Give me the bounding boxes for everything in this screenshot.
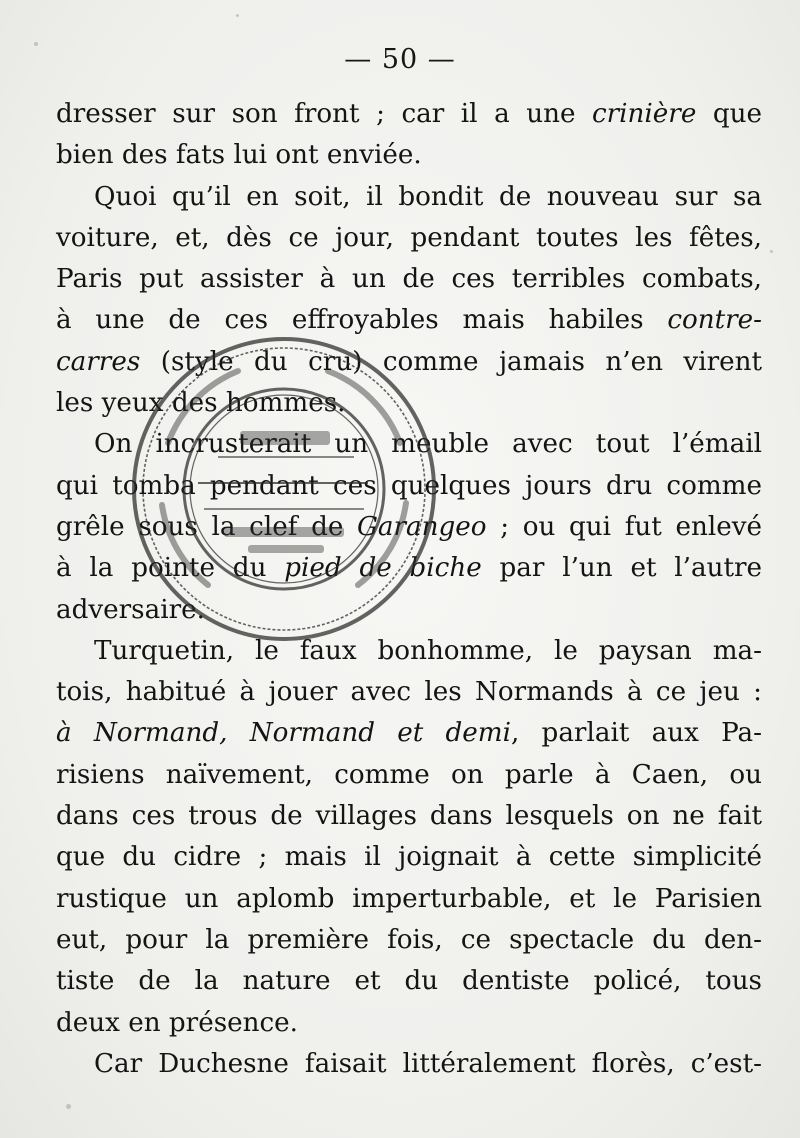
text-line: [56, 218, 762, 259]
text-segment: bien des fats lui ont enviée.: [56, 140, 422, 171]
text-segment: risiens naïvement, comme on parle à Caen, ou: [56, 759, 762, 790]
text-segment: , parlait aux Pa-: [510, 718, 762, 749]
text-segment: rustique un aplomb imperturbable, et le Parisien: [56, 883, 762, 914]
text-line: [56, 135, 762, 176]
text-line: [56, 631, 762, 672]
text-line: [56, 755, 762, 796]
text-line: [56, 259, 762, 300]
text-segment: que du cidre ; mais il joignait à cette simplicité: [56, 842, 762, 873]
body-text: [56, 94, 762, 1085]
text-line: [56, 177, 762, 218]
text-line: [56, 300, 762, 341]
text-line: [56, 590, 762, 631]
text-line: [56, 94, 762, 135]
text-segment: les yeux des hommes.: [56, 388, 346, 419]
text-line: [56, 796, 762, 837]
text-line: [56, 342, 762, 383]
italic-text: Garangeo: [357, 511, 487, 542]
text-segment: eut, pour la première fois, ce spectacle du den-: [56, 924, 762, 955]
paper-speck: [34, 42, 38, 46]
text-segment: adversaire.: [56, 594, 205, 625]
text-segment: deux en présence.: [56, 1007, 298, 1038]
text-segment: Car Duchesne faisait littéralement florès, c’est-: [94, 1048, 762, 1079]
text-line: [56, 879, 762, 920]
text-segment: tiste de la nature et du dentiste policé, tous: [56, 966, 762, 997]
text-segment: On incrusterait un meuble avec tout l’émail: [94, 429, 762, 460]
paper-speck: [770, 250, 773, 253]
text-segment: dans ces trous de villages dans lesquels on ne fait: [56, 801, 762, 832]
text-segment: (style du cru) comme jamais n’en virent: [140, 346, 762, 377]
text-line: [56, 961, 762, 1002]
text-segment: qui tomba pendant ces quelques jours dru comme: [56, 470, 762, 501]
text-line: [56, 507, 762, 548]
text-line: [56, 466, 762, 507]
text-segment: par l’un et l’autre: [481, 553, 762, 584]
text-line: [56, 672, 762, 713]
page-number: — 50 —: [344, 44, 456, 75]
text-line: [56, 837, 762, 878]
italic-text: pied de biche: [284, 553, 482, 584]
text-line: [56, 383, 762, 424]
text-line: [56, 1003, 762, 1044]
text-line: [56, 424, 762, 465]
text-segment: ; ou qui fut enlevé: [486, 511, 762, 542]
paper-speck: [66, 1104, 71, 1109]
italic-text: carres: [56, 346, 141, 377]
text-segment: à une de ces effroyables mais habiles: [56, 305, 668, 336]
text-segment: grêle sous la clef de: [56, 511, 357, 542]
text-segment: à la pointe du: [56, 553, 285, 584]
text-line: [56, 548, 762, 589]
text-segment: dresser sur son front ; car il a une: [56, 99, 592, 129]
text-line: [56, 1044, 762, 1085]
text-segment: Turquetin, le faux bonhomme, le paysan ma-: [94, 635, 762, 666]
italic-text: à Normand, Normand et demi: [56, 718, 511, 749]
text-line: [56, 713, 762, 754]
text-segment: voiture, et, dès ce jour, pendant toutes les fêtes,: [56, 222, 762, 253]
text-segment: tois, habitué à jouer avec les Normands à ce jeu :: [56, 677, 762, 708]
text-segment: Quoi qu’il en soit, il bondit de nouveau sur sa: [94, 181, 762, 212]
text-line: [56, 920, 762, 961]
italic-text: crinière: [592, 99, 697, 129]
text-segment: que: [696, 99, 762, 129]
paper-speck: [236, 14, 239, 17]
italic-text: contre-: [667, 305, 762, 336]
text-segment: Paris put assister à un de ces terribles combats,: [56, 264, 762, 295]
